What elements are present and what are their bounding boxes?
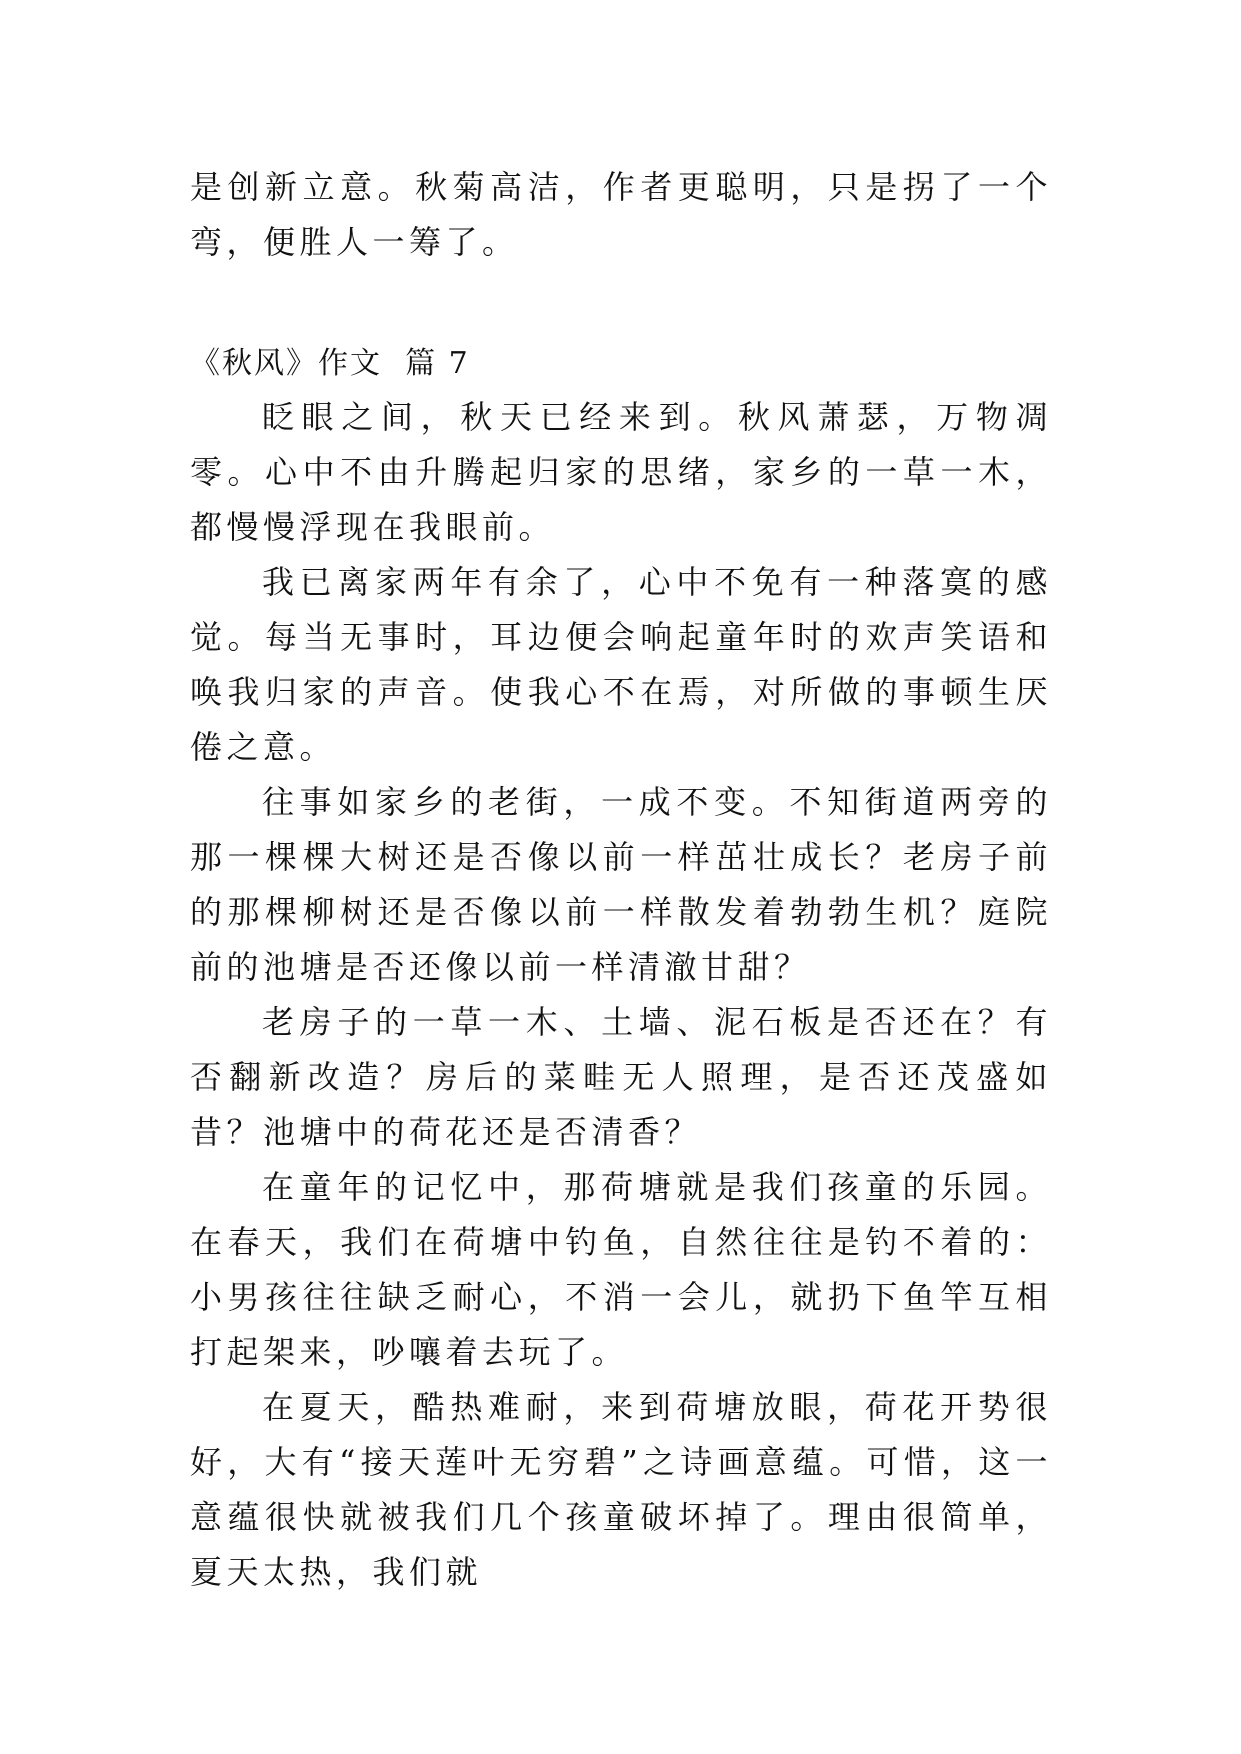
paragraph: 在夏天，酷热难耐，来到荷塘放眼，荷花开势很好，大有“接天莲叶无穷碧”之诗画意蕴。可惜，这一意蕴很快就被我们几个孩童破坏掉了。理由很简单，夏天太热，我们就 bbox=[190, 1388, 1052, 1591]
intro-paragraph: 是创新立意。秋菊高洁，作者更聪明，只是拐了一个弯，便胜人一筹了。 bbox=[190, 168, 1052, 261]
paragraph: 老房子的一草一木、土墙、泥石板是否还在？有否翻新改造？房后的菜畦无人照理，是否还茂盛如昔？池塘中的荷花还是否清香？ bbox=[190, 1003, 1052, 1151]
paragraph: 眨眼之间，秋天已经来到。秋风萧瑟，万物凋零。心中不由升腾起归家的思绪，家乡的一草一木，都慢慢浮现在我眼前。 bbox=[190, 398, 1052, 546]
paragraph: 往事如家乡的老街，一成不变。不知街道两旁的那一棵棵大树还是否像以前一样茁壮成长？老房子前的那棵柳树还是否像以前一样散发着勃勃生机？庭院前的池塘是否还像以前一样清澈甘甜？ bbox=[190, 783, 1052, 986]
paragraph: 在童年的记忆中，那荷塘就是我们孩童的乐园。在春天，我们在荷塘中钓鱼，自然往往是钓不着的：小男孩往往缺乏耐心，不消一会儿，就扔下鱼竿互相打起架来，吵嚷着去玩了。 bbox=[190, 1168, 1052, 1371]
section-heading: 《秋风》作文 篇 7 bbox=[190, 346, 470, 381]
essay-body bbox=[190, 390, 1052, 1600]
paragraph: 我已离家两年有余了，心中不免有一种落寞的感觉。每当无事时，耳边便会响起童年时的欢声笑语和唤我归家的声音。使我心不在焉，对所做的事顿生厌倦之意。 bbox=[190, 563, 1052, 766]
